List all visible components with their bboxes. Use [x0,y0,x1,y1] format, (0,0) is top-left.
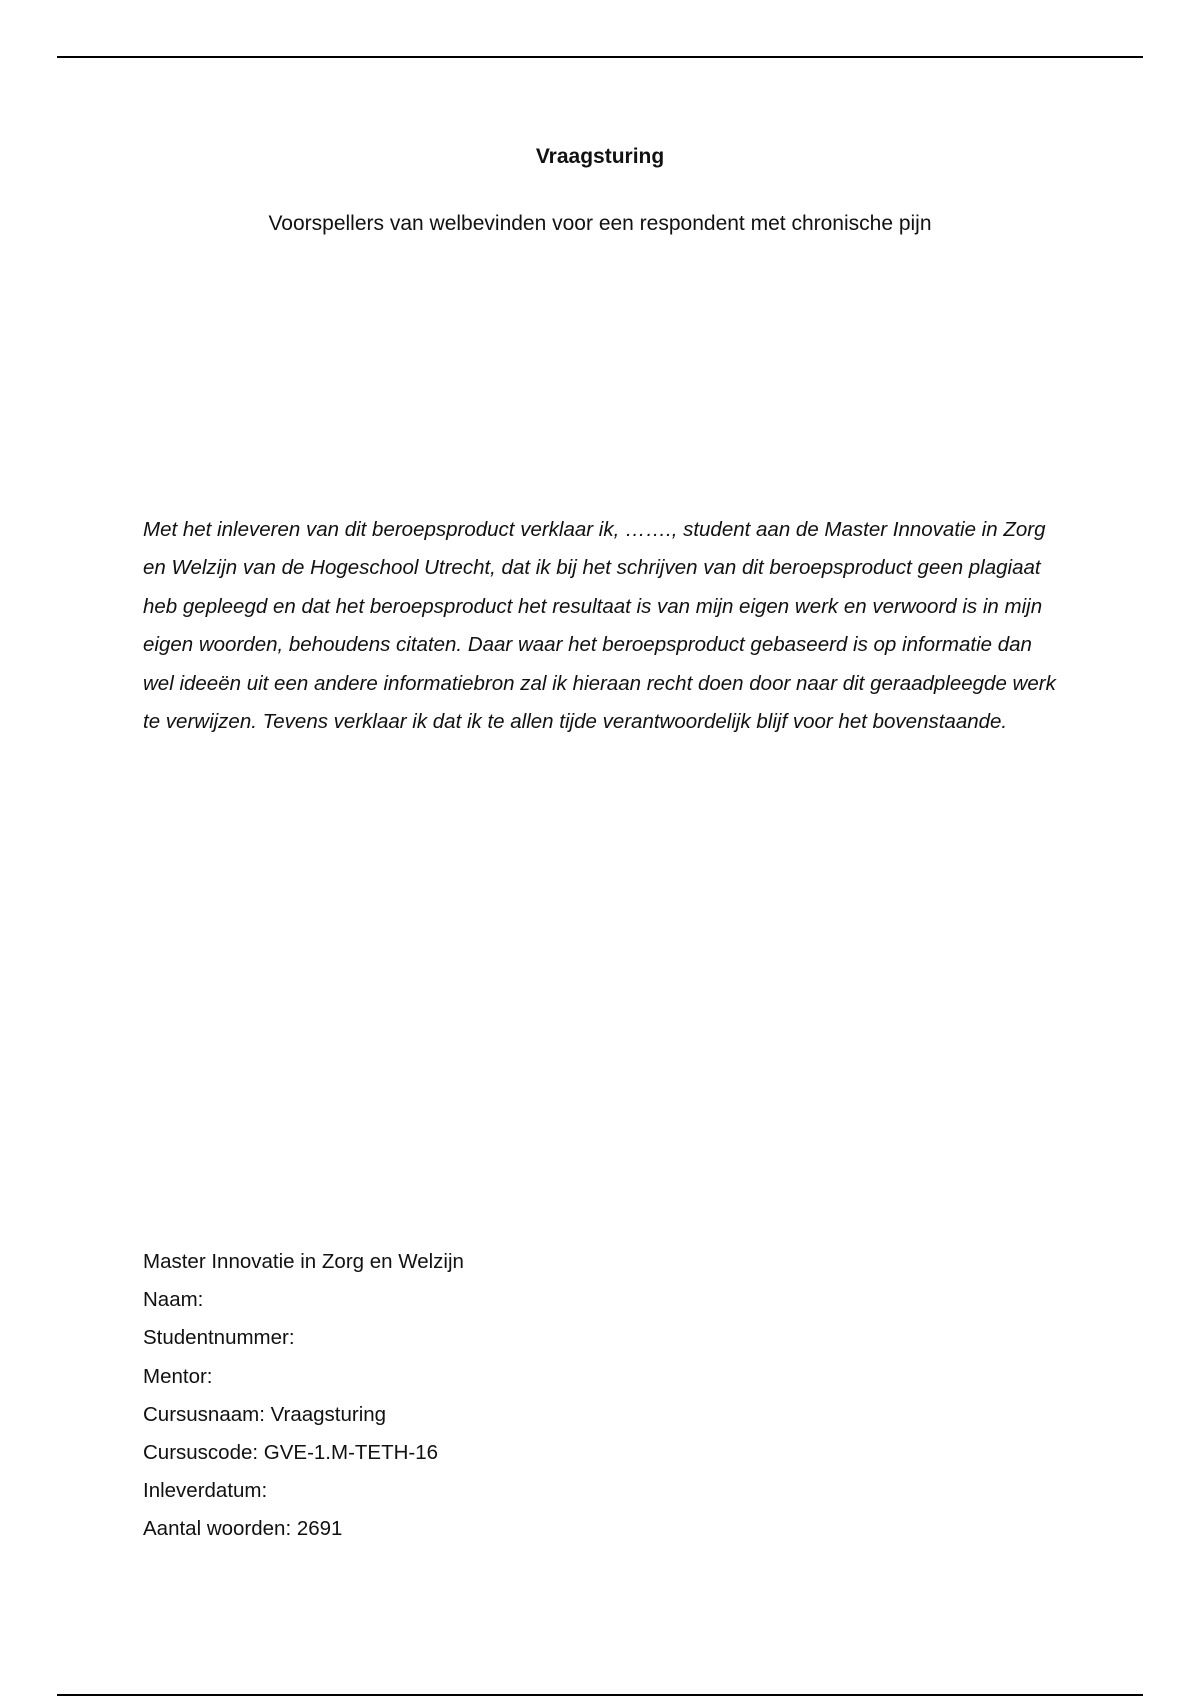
info-submission-date: Inleverdatum: [143,1479,268,1503]
info-word-count: Aantal woorden: 2691 [143,1517,343,1541]
info-name: Naam: [143,1288,204,1312]
info-program: Master Innovatie in Zorg en Welzijn [143,1250,464,1273]
info-course-code: Cursuscode: GVE-1.M-TETH-16 [143,1441,439,1465]
footer-rule [57,1694,1143,1696]
info-mentor: Mentor: [143,1364,213,1388]
document-title: Vraagsturing [535,145,665,168]
info-course-name: Cursusnaam: Vraagsturing [143,1402,387,1426]
document-subtitle: Voorspellers van welbevinden voor een respondent met chronische pijn [268,212,932,235]
header-rule [57,56,1143,58]
student-info-list [143,1243,843,1549]
info-student-number: Studentnummer: [143,1326,295,1350]
plagiarism-statement: Met het inleveren van dit beroepsproduct verklaar ik, ……., student aan de Master Innovatie in Zorg en Welzijn van de Hogeschool Utrecht, dat ik bij het schrijven van dit beroepsproduct geen plagiaat heb gepleegd en dat het beroepsproduct het resultaat is van mijn eigen werk en verwoord is in mijn eigen woorden, behoudens citaten. Daar waar het beroepsproduct gebaseerd is op informatie dan wel ideeën uit een andere informatiebron zal ik hieraan recht doen door naar dit geraadpleegde werk te verwijzen. Tevens verklaar ik dat ik te allen tijde verantwoordelijk blijf voor het bovenstaande. [143,518,1056,734]
